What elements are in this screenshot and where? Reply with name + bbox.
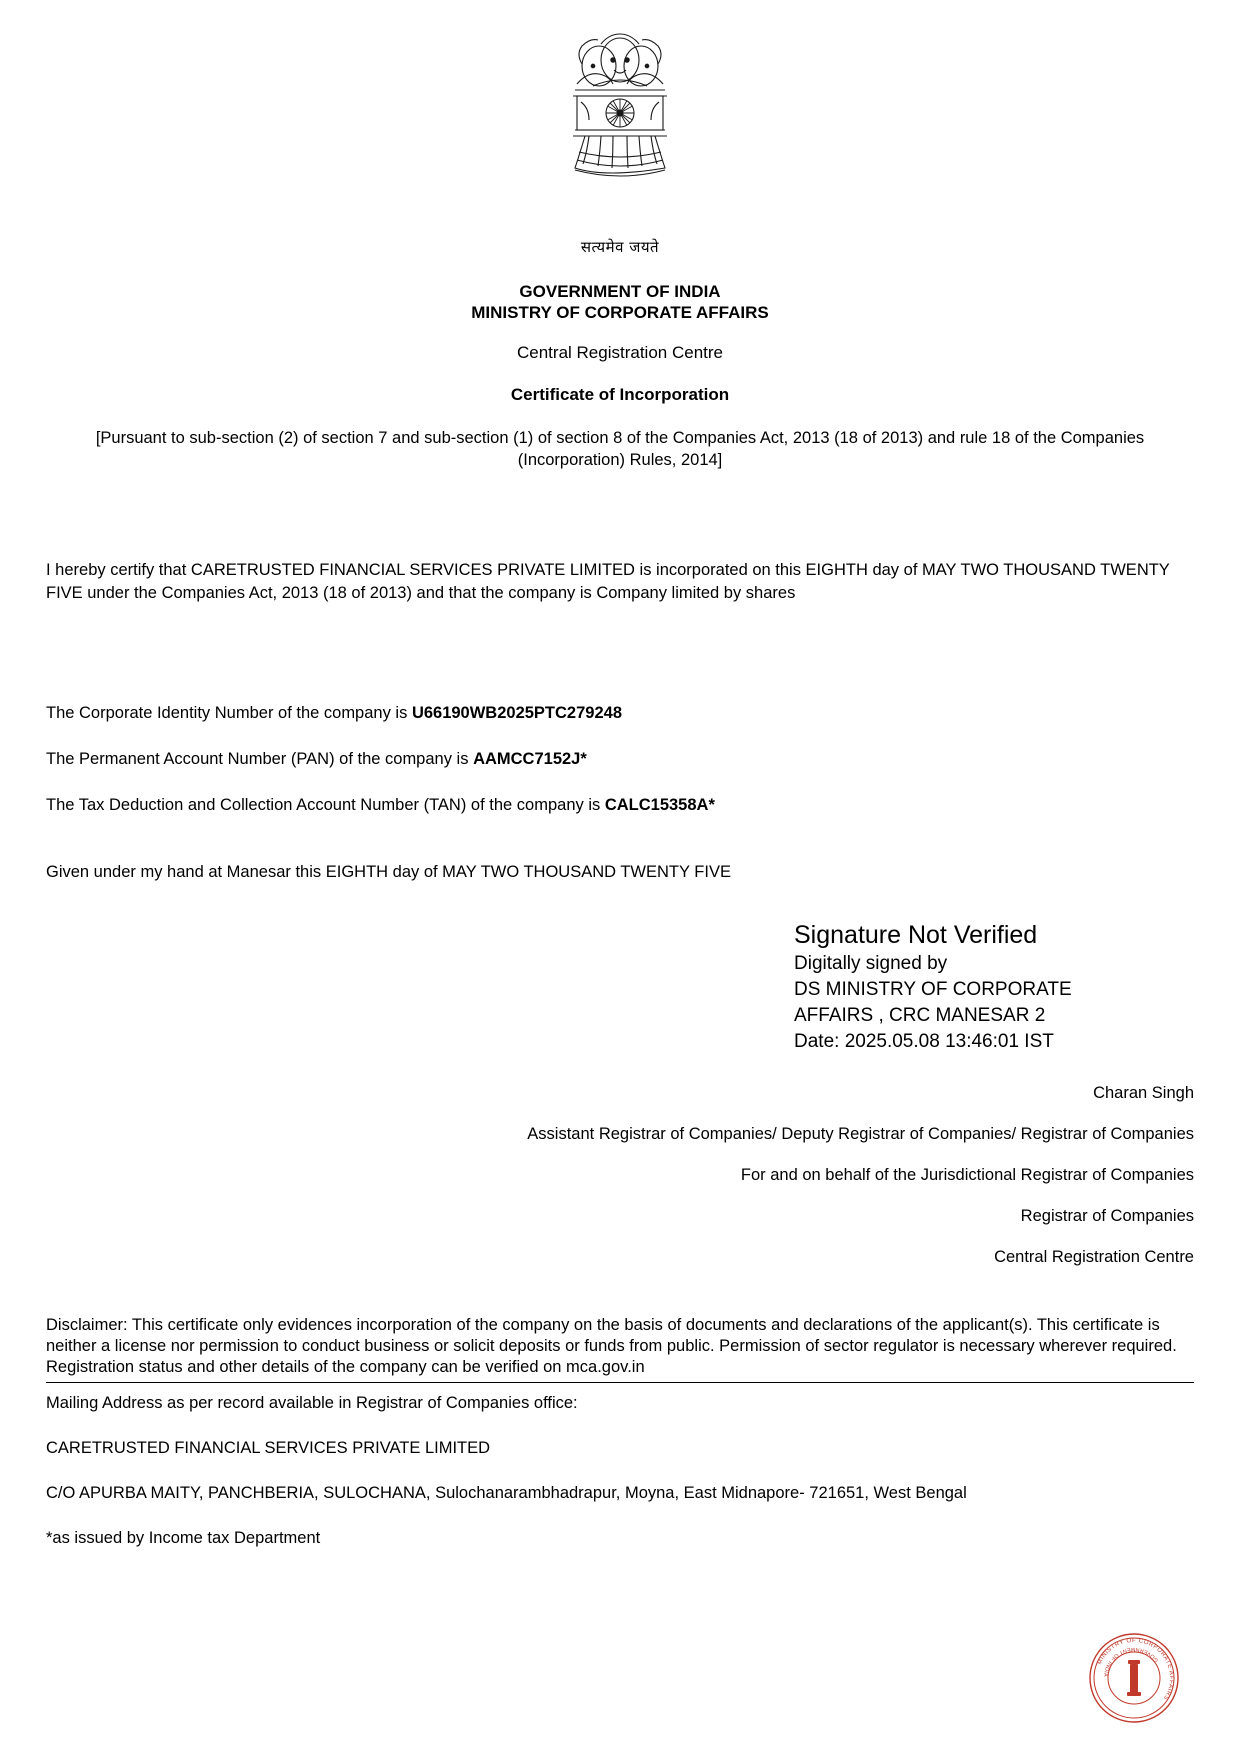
cin-value: U66190WB2025PTC279248 [411, 704, 622, 722]
signatory-behalf: For and on behalf of the Jurisdictional Registrar of Companies [740, 1166, 1194, 1184]
spacer [46, 605, 1194, 679]
mailing-company-name: CARETRUSTED FINANCIAL SERVICES PRIVATE LIMITED [46, 1439, 491, 1457]
pursuant-text: [Pursuant to sub-section (2) of section 7 and sub-section (1) of section 8 of the Companies Act, 2013 (18 of 2013) and rule 18 of the Companies (Incorporation) Rules, 2014] [95, 429, 1145, 469]
government-title [46, 281, 1194, 323]
svg-text:MINISTRY OF CORPORATE AFFAIRS: MINISTRY OF CORPORATE AFFAIRS [1096, 1637, 1175, 1702]
cin-line [46, 702, 1194, 725]
tan-line [46, 794, 1194, 817]
signature-digitally-signed-by: Digitally signed by [794, 953, 948, 974]
signatory-designation: Assistant Registrar of Companies/ Deputy Registrar of Companies/ Registrar of Companies [527, 1125, 1194, 1143]
svg-text:GOVERNMENT OF INDIA: GOVERNMENT OF INDIA [1101, 1645, 1160, 1678]
certify-paragraph: I hereby certify that CARETRUSTED FINANCIAL SERVICES PRIVATE LIMITED is incorporated on this EIGHTH day of MAY TWO THOUSAND TWENTY FIVE under the Companies Act, 2013 (18 of 2013) and that the company is Company limited by shares [46, 561, 1170, 602]
signature-not-verified-text: Signature Not Verified [794, 921, 1038, 949]
emblem-motto: सत्यमेव जयते [580, 238, 660, 256]
tan-label: The Tax Deduction and Collection Account Number (TAN) of the company is [46, 796, 605, 814]
signatory-block [46, 1082, 1194, 1269]
signature-date: Date: 2025.05.08 13:46:01 IST [794, 1031, 1054, 1052]
tan-value: CALC15358A* [604, 796, 715, 814]
signature-signer-line-1: DS MINISTRY OF CORPORATE [794, 979, 1072, 1000]
india-state-emblem-icon [555, 30, 685, 256]
pan-label: The Permanent Account Number (PAN) of the company is [46, 750, 474, 768]
central-registration-centre-heading: Central Registration Centre [517, 343, 723, 362]
mca-round-stamp-icon [1086, 1630, 1182, 1726]
signatory-crc: Central Registration Centre [994, 1248, 1194, 1266]
gov-line-2: MINISTRY OF CORPORATE AFFAIRS [471, 303, 769, 322]
signatory-roc: Registrar of Companies [1020, 1207, 1194, 1225]
pan-value: AAMCC7152J* [473, 750, 587, 768]
certificate-title: Certificate of Incorporation [510, 385, 730, 404]
mailing-address: C/O APURBA MAITY, PANCHBERIA, SULOCHANA, Sulochanarambhadrapur, Moyna, East Midnapore- 721651, West Bengal [46, 1484, 967, 1502]
digital-signature-block [794, 920, 1194, 1054]
signature-signer-line-2: AFFAIRS , CRC MANESAR 2 [794, 1005, 1046, 1026]
disclaimer-text: Disclaimer: This certificate only evidences incorporation of the company on the basis of documents and declarations of the applicant(s). This certificate is neither a license nor permission to conduct business or solicit deposits or funds from public. Permission of sector regulator is necessary wherever required. Registration status and other details of the company can be verified on mca.gov.in [46, 1316, 1177, 1376]
pan-line [46, 748, 1194, 771]
signatory-name: Charan Singh [1093, 1084, 1194, 1102]
certificate-content [46, 0, 1194, 1550]
mailing-address-label: Mailing Address as per record available in Registrar of Companies office: [46, 1394, 578, 1412]
divider [46, 1382, 1194, 1383]
gov-line-1: GOVERNMENT OF INDIA [519, 282, 721, 301]
given-under-hand-line: Given under my hand at Manesar this EIGHTH day of MAY TWO THOUSAND TWENTY FIVE [46, 863, 731, 881]
unknown-signature-question-mark-icon: ? [912, 922, 966, 1029]
emblem-container [46, 0, 1194, 257]
issued-by-note: *as issued by Income tax Department [46, 1529, 321, 1547]
cin-label: The Corporate Identity Number of the company is [46, 704, 412, 722]
